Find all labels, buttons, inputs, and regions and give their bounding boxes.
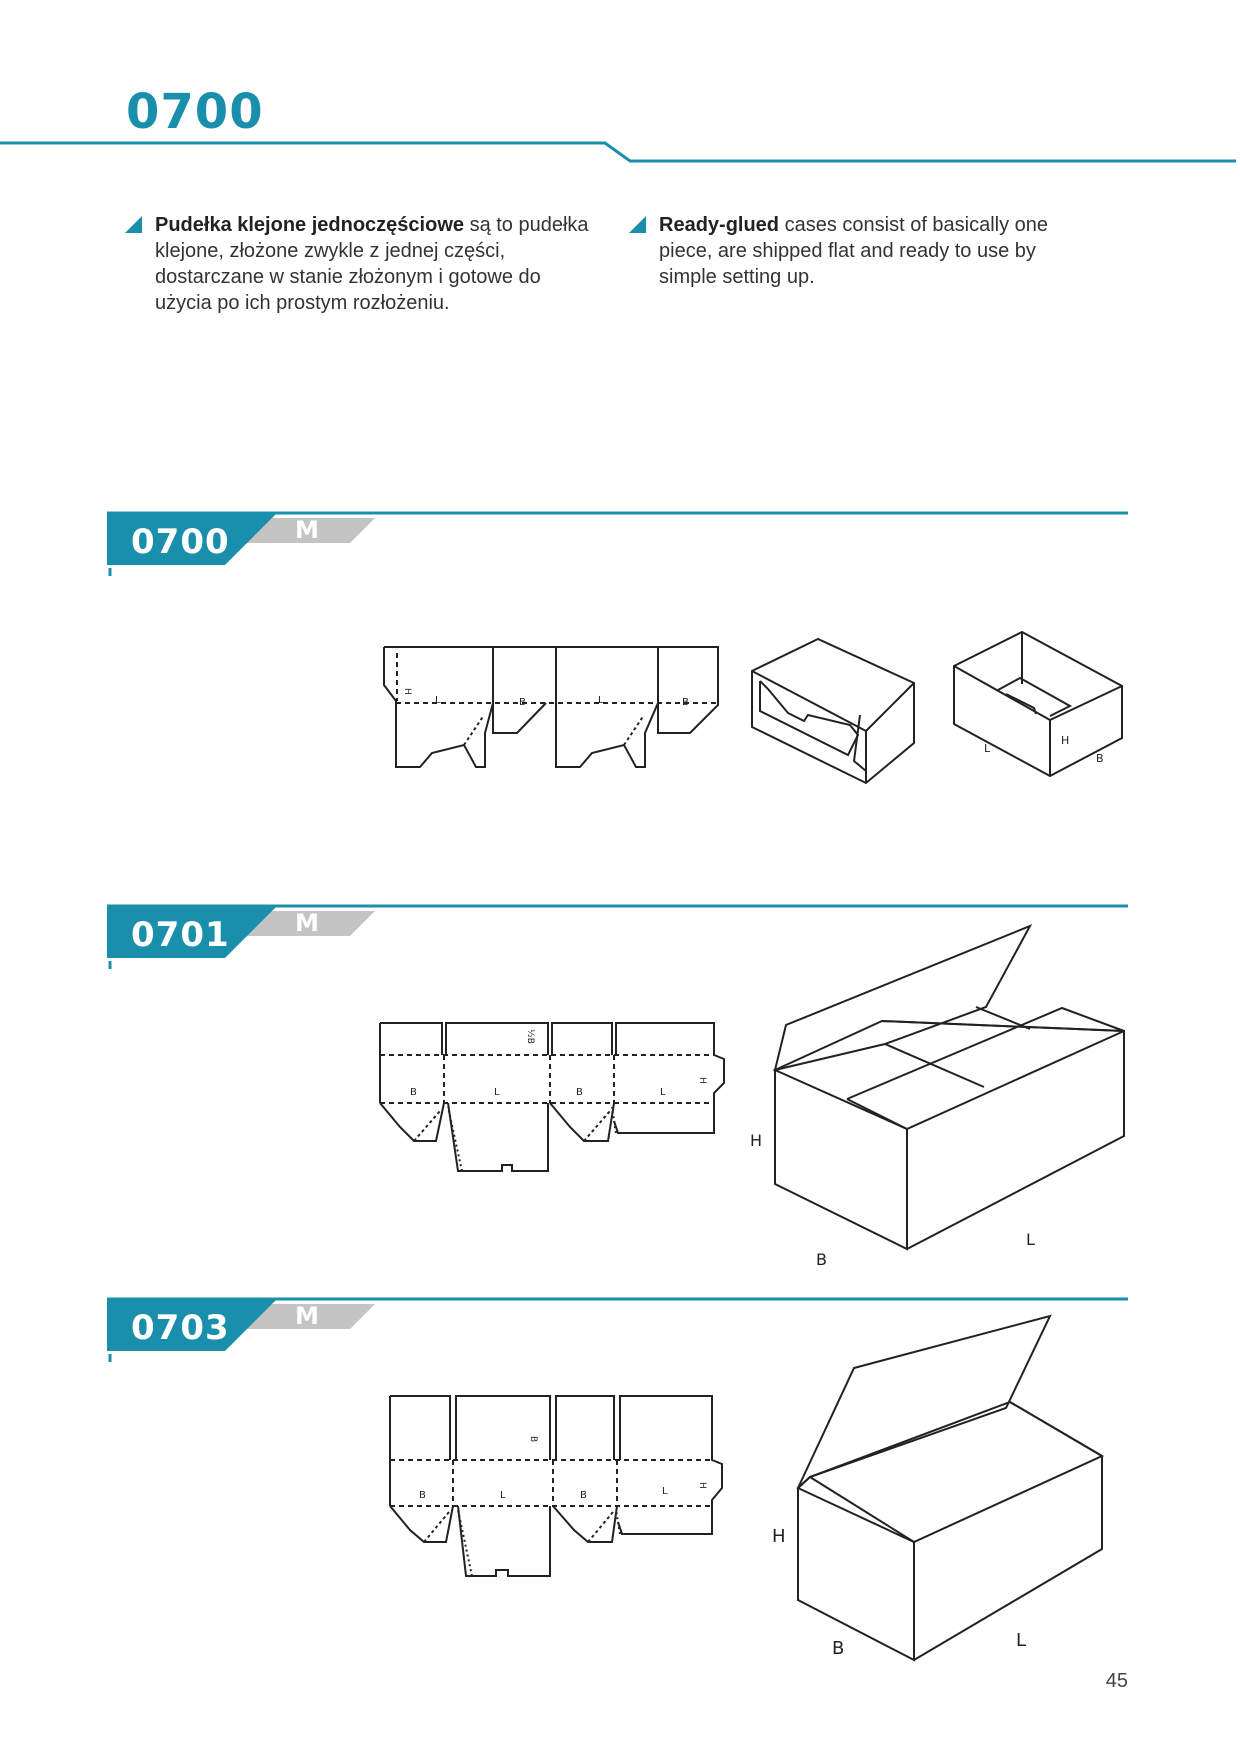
- section-code: 0700: [131, 522, 230, 562]
- flat-label: H: [697, 1482, 707, 1489]
- flat-label: B: [576, 1087, 583, 1098]
- box-label: H: [750, 1131, 763, 1150]
- box-label: H: [1061, 734, 1070, 747]
- header-rule: [0, 130, 1240, 170]
- section-badge: M: [295, 909, 319, 937]
- flat-label: L: [598, 695, 604, 706]
- flat-label: L: [500, 1490, 506, 1501]
- flat-blank-drawing: [380, 645, 720, 775]
- flat-label: B: [580, 1490, 587, 1501]
- box-label: L: [984, 742, 991, 755]
- folded-box-drawing: [760, 1304, 1120, 1684]
- flat-label: L: [494, 1087, 500, 1098]
- section-code: 0701: [131, 915, 230, 955]
- flat-label: B: [528, 1436, 538, 1443]
- open-box-drawing: [950, 628, 1130, 798]
- flat-label: B: [419, 1490, 426, 1501]
- flat-label: B: [519, 697, 526, 708]
- flat-blank-drawing: [386, 1394, 726, 1584]
- folded-box-drawing: [740, 909, 1130, 1284]
- box-label: B: [816, 1250, 827, 1269]
- section-code: 0703: [131, 1308, 230, 1348]
- section-0703: [0, 1296, 1240, 1676]
- section-0700: [0, 510, 1240, 890]
- intro-polish-bold: Pudełka klejone jednoczęściowe: [155, 214, 465, 236]
- section-badge: M: [295, 1302, 319, 1330]
- box-label: B: [1096, 752, 1104, 765]
- flat-label: L: [660, 1087, 666, 1098]
- flat-label: B: [682, 697, 689, 708]
- box-label: H: [772, 1526, 786, 1547]
- flat-blank-drawing: [378, 1021, 728, 1181]
- flat-label: ½B: [525, 1029, 535, 1044]
- flat-label: L: [662, 1486, 668, 1497]
- triangle-bullet-icon: [125, 216, 143, 234]
- intro-english-bold: Ready-glued: [659, 214, 780, 236]
- intro-polish-text: są to pudełka klejone, złożone zwykle z jednej części, dostarczane w stanie złożonym i gotowe do użycia po ich prostym rozłożeniu.: [155, 214, 589, 314]
- triangle-bullet-icon: [629, 216, 647, 234]
- box-label: L: [1026, 1230, 1035, 1249]
- page-number: 45: [1105, 1670, 1128, 1692]
- intro-english: [659, 212, 1089, 290]
- flat-label: L: [435, 695, 441, 706]
- folded-box-drawing: [748, 635, 918, 795]
- box-label: L: [1016, 1630, 1027, 1651]
- box-label: B: [832, 1638, 845, 1659]
- intro-english-text: cases consist of basically one piece, are shipped flat and ready to use by simple setting up.: [659, 214, 1049, 288]
- flat-label: B: [410, 1087, 417, 1098]
- intro-polish: [155, 212, 595, 316]
- page-title: 0700: [126, 84, 264, 140]
- flat-label: H: [402, 688, 412, 695]
- section-badge: M: [295, 516, 319, 544]
- flat-label: H: [697, 1077, 707, 1084]
- section-0701: [0, 903, 1240, 1283]
